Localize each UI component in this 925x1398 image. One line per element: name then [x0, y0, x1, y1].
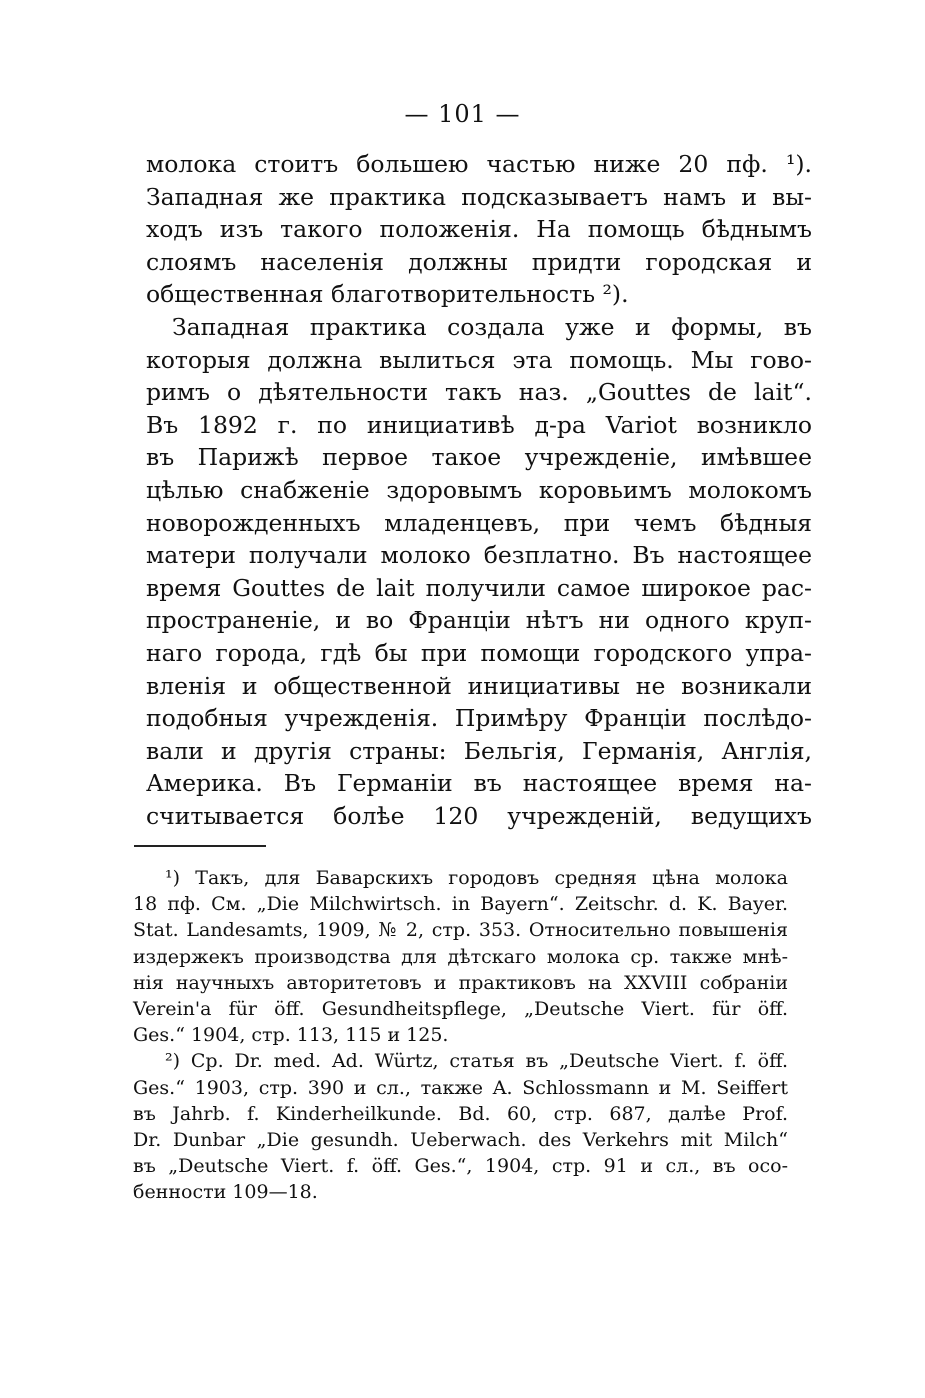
- footnote-line: бенности 109—18.: [133, 1181, 318, 1204]
- text-line: пространеніе, и во Франціи нѣтъ ни одного круп-: [146, 606, 812, 635]
- footnote-divider: [134, 845, 266, 847]
- text-line: подобныя учрежденія. Примѣру Франціи послѣдо-: [146, 704, 812, 733]
- text-line: вали и другія страны: Бельгія, Германія, Англія,: [146, 736, 812, 765]
- page-number: — 101 —: [404, 100, 521, 128]
- footnote-line: въ Jahrb. f. Kinderheilkunde. Bd. 60, стр. 687, далѣе Prof.: [133, 1102, 788, 1125]
- footnote-line: ¹) Такъ, для Баварскихъ городовъ средняя цѣна молока: [165, 867, 788, 889]
- main-text-block: [146, 148, 812, 832]
- text-line: матери получали молоко безплатно. Въ настоящее: [146, 541, 812, 570]
- text-line: наго города, гдѣ бы при помощи городского упра-: [146, 638, 812, 667]
- footnotes-block: [133, 865, 788, 1205]
- text-line: считывается болѣе 120 учрежденій, ведущихъ: [146, 801, 812, 830]
- footnote-line: Ges.“ 1904, стр. 113, 115 и 125.: [133, 1024, 449, 1047]
- text-line: молока стоитъ большею частью ниже 20 пф. ¹).: [146, 150, 812, 178]
- text-line: которыя должна вылиться эта помощь. Мы гово-: [146, 345, 812, 374]
- footnote-line: Stat. Landesamts, 1909, № 2, стр. 353. Относительно повышенія: [133, 919, 788, 942]
- footnote-line: ²) Ср. Dr. med. Ad. Würtz, статья въ „Deutsche Viert. f. öff.: [165, 1050, 788, 1073]
- text-line: ходъ изъ такого положенія. На помощь бѣднымъ: [146, 215, 812, 244]
- footnote-line: 18 пф. См. „Die Milchwirtsch. in Bayern“. Zeitschr. d. K. Bayer.: [133, 893, 788, 916]
- footnote-line: Dr. Dunbar „Die gesundh. Ueberwach. des Verkehrs mit Milch“: [133, 1128, 788, 1151]
- text-line: новорожденныхъ младенцевъ, при чемъ бѣдныя: [146, 508, 812, 537]
- text-line: Въ 1892 г. по инициативѣ д-ра Variot возникло: [146, 410, 812, 439]
- footnote-line: Verein'a für öff. Gesundheitspflege, „Deutsche Viert. für öff.: [133, 997, 788, 1020]
- footnote-line: Ges.“ 1903, стр. 390 и сл., также A. Schlossmann и M. Seiffert: [133, 1076, 788, 1099]
- text-line: цѣлью снабженіе здоровымъ коровьимъ молокомъ: [146, 475, 812, 504]
- footnote-line: нія научныхъ авторитетовъ и практиковъ на XXVIII собраніи: [133, 971, 788, 994]
- text-line: Западная же практика подсказываетъ намъ и вы-: [146, 182, 812, 211]
- footnote-line: въ „Deutsche Viert. f. öff. Ges.“, 1904, стр. 91 и сл., въ осо-: [133, 1155, 788, 1178]
- text-line: Западная практика создала уже и формы, въ: [172, 312, 812, 341]
- text-line: общественная благотворительность ²).: [146, 280, 629, 309]
- text-line: время Gouttes de lait получили самое широкое рас-: [146, 573, 812, 602]
- text-line: Америка. Въ Германіи въ настоящее время на-: [146, 769, 812, 798]
- text-line: слоямъ населенія должны придти городская и: [146, 247, 812, 276]
- text-line: вленія и общественной инициативы не возникали: [146, 671, 812, 700]
- text-line: въ Парижѣ первое такое учрежденіе, имѣвшее: [146, 443, 812, 472]
- footnote-line: издержекъ производства для дѣтскаго молока ср. также мнѣ-: [133, 945, 788, 968]
- text-line: римъ о дѣятельности такъ наз. „Gouttes de lait“.: [146, 378, 812, 407]
